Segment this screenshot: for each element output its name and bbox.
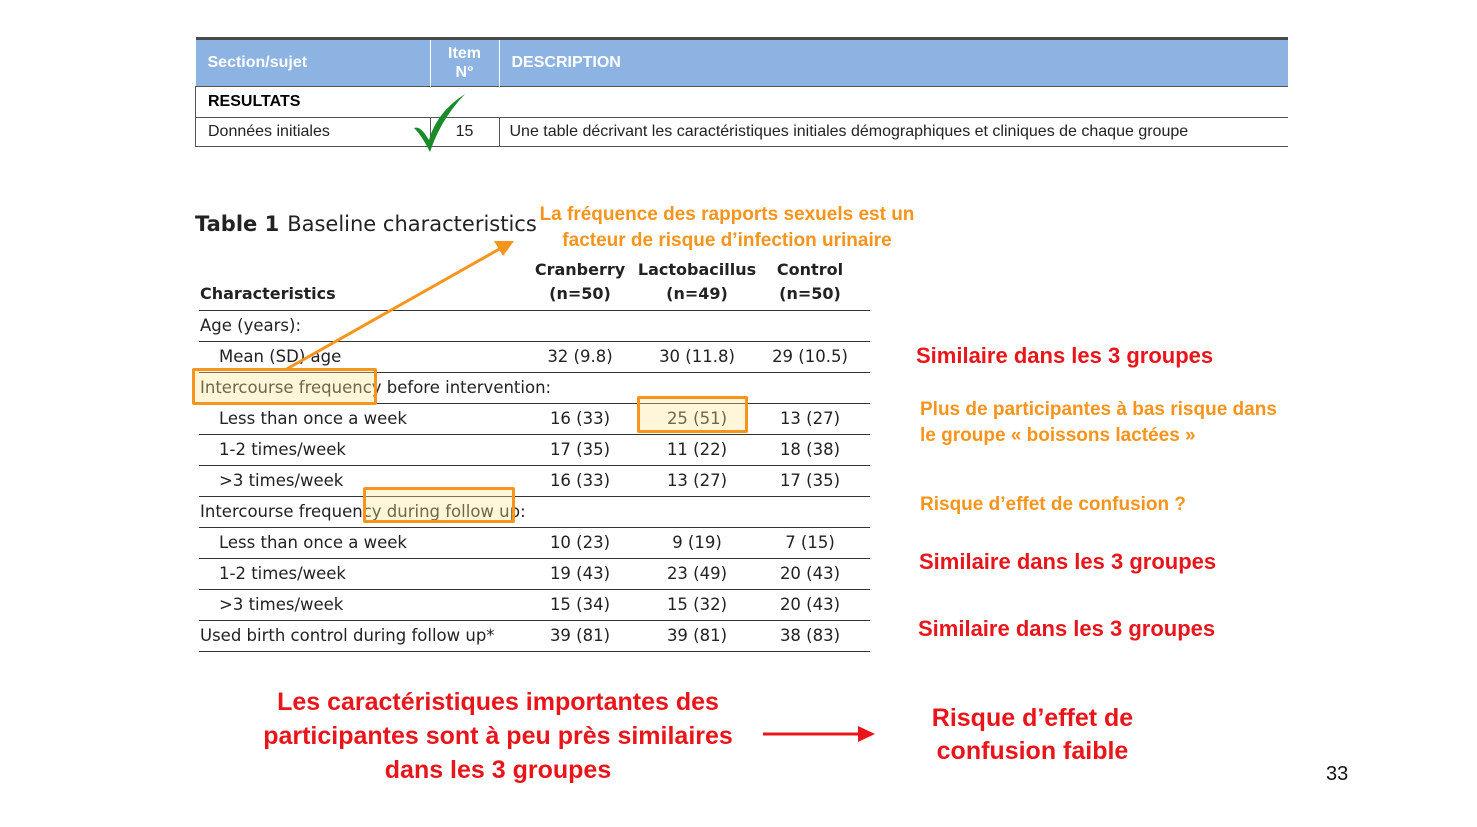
cell-value: 18 (38) [779, 440, 841, 459]
cell-value: 20 (43) [779, 595, 841, 614]
cell-value: 19 (43) [549, 564, 611, 583]
row-label: Less than once a week [219, 533, 407, 552]
header-description: DESCRIPTION [511, 54, 621, 71]
cell-value: 10 (23) [549, 533, 611, 552]
cell-value: 17 (35) [779, 471, 841, 490]
row-label: Used birth control during follow up* [200, 626, 495, 645]
header-item-line1: Item [448, 45, 481, 62]
cell-value: 9 (19) [672, 533, 722, 552]
cell-value: 39 (81) [549, 626, 611, 645]
row-label: 1-2 times/week [219, 440, 346, 459]
risk-factor-note: La fréquence des rapports sexuels est un facteur de risque d’infection urinaire [539, 204, 915, 251]
cell-value: 38 (83) [779, 626, 841, 645]
cell-value: 16 (33) [549, 471, 611, 490]
table1-title-text: Baseline characteristics [287, 212, 537, 236]
similar-note-birth-control: Similaire dans les 3 groupes [918, 616, 1216, 641]
col-cranberry-n: (n=50) [549, 284, 611, 303]
cell-value: 29 (10.5) [772, 347, 848, 366]
row-label: Intercourse frequency before intervention: [200, 378, 552, 397]
cell-value: 17 (35) [549, 440, 611, 459]
col-characteristics: Characteristics [200, 284, 336, 303]
cell-value: 11 (22) [666, 440, 728, 459]
row-label: >3 times/week [219, 595, 344, 614]
header-item-line2: N° [455, 64, 474, 81]
cell-value: 30 (11.8) [659, 347, 735, 366]
col-control-n: (n=50) [779, 284, 841, 303]
low-risk-note: Plus de participantes à bas risque dans le groupe « boissons lactées » [920, 399, 1277, 446]
similar-note-age: Similaire dans les 3 groupes [916, 343, 1214, 368]
row-section: Données initiales [196, 118, 431, 147]
row-description: Une table décrivant les caractéristiques initiales démographiques et cliniques de chaque groupe [499, 118, 1288, 147]
row-item: 15 [430, 118, 499, 147]
cell-value: 25 (51) [666, 409, 728, 428]
orange-arrow [285, 241, 514, 370]
result-note: Risque d’effet de confusion faible [931, 704, 1134, 765]
col-lactobacillus-name: Lactobacillus [637, 260, 757, 279]
cell-value: 15 (34) [549, 595, 611, 614]
cell-value: 39 (81) [666, 626, 728, 645]
row-label: Age (years): [200, 316, 301, 335]
confusion-question-note: Risque d’effet de confusion ? [920, 494, 1187, 515]
cell-value: 7 (15) [785, 533, 835, 552]
cell-value: 15 (32) [666, 595, 728, 614]
page-number: 33 [1326, 763, 1349, 785]
cell-value: 20 (43) [779, 564, 841, 583]
col-cranberry-name: Cranberry [534, 260, 626, 279]
row-label: Intercourse frequency during follow up: [200, 502, 526, 521]
cell-value: 13 (27) [779, 409, 841, 428]
cell-value: 23 (49) [666, 564, 728, 583]
row-label: >3 times/week [219, 471, 344, 490]
row-label: 1-2 times/week [219, 564, 346, 583]
conclusion-note: Les caractéristiques importantes des participantes sont à peu près similaires dans les 3 groupes [263, 688, 733, 784]
cell-value: 16 (33) [549, 409, 611, 428]
cell-value: 13 (27) [666, 471, 728, 490]
red-arrow [763, 726, 875, 742]
col-lactobacillus-n: (n=49) [666, 284, 728, 303]
table1-title-num: Table 1 [195, 212, 280, 236]
header-section: Section/sujet [196, 39, 431, 87]
row-label: Less than once a week [219, 409, 407, 428]
col-control-name: Control [776, 260, 844, 279]
section-resultats: RESULTATS [196, 87, 1289, 118]
cell-value: 32 (9.8) [547, 347, 613, 366]
row-label: Mean (SD) age [219, 347, 342, 366]
similar-note-followup: Similaire dans les 3 groupes [919, 549, 1217, 574]
